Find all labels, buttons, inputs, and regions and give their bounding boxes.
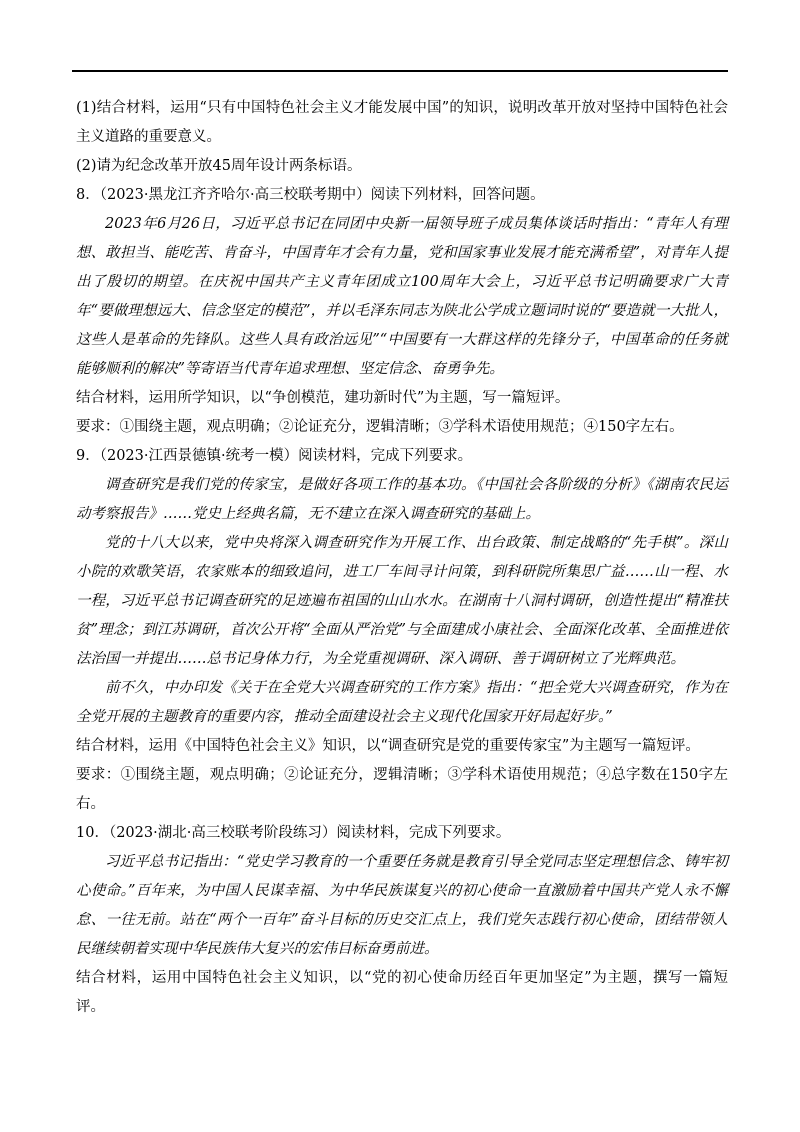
question-9-material-1: 调查研究是我们党的传家宝，是做好各项工作的基本功。《中国社会各阶级的分析》《湖南农民运动考察报告》……党史上经典名篇，无不建立在深入调查研究的基础上。: [76, 477, 728, 522]
document-body: [76, 94, 728, 1022]
header-rule: [72, 70, 728, 72]
question-9-material-3: 前不久，中办印发《关于在全党大兴调查研究的工作方案》指出：“把全党大兴调查研究，作为在全党开展的主题教育的重要内容，推动全面建设社会主义现代化国家开好局起好步。”: [76, 680, 728, 725]
question-8-requirements: 要求：①围绕主题，观点明确；②论证充分，逻辑清晰；③学科术语使用规范；④150字左右。: [76, 419, 684, 435]
question-9-task: 结合材料，运用《中国特色社会主义》知识，以“调查研究是党的重要传家宝”为主题写一篇短评。: [76, 738, 700, 754]
question-10-task: 结合材料，运用中国特色社会主义知识，以“党的初心使命历经百年更加坚定”为主题，撰写一篇短评。: [76, 970, 728, 1015]
question-8-heading: 8．（2023·黑龙江齐齐哈尔·高三校联考期中）阅读下列材料，回答问题。: [76, 187, 545, 203]
question-9-heading: 9．（2023·江西景德镇·统考一模）阅读材料，完成下列要求。: [76, 448, 473, 464]
question-10-heading: 10．（2023·湖北·高三校联考阶段练习）阅读材料，完成下列要求。: [76, 825, 511, 841]
question-7-part-1: (1)结合材料，运用“只有中国特色社会主义才能发展中国”的知识，说明改革开放对坚持中国特色社会主义道路的重要意义。: [76, 100, 728, 145]
question-9-requirements: 要求：①围绕主题，观点明确；②论证充分，逻辑清晰；③学科术语使用规范；④总字数在150字左右。: [76, 767, 728, 812]
question-7-part-2: (2)请为纪念改革开放45周年设计两条标语。: [76, 158, 362, 174]
question-8-material: 2023年6月26日，习近平总书记在同团中央新一届领导班子成员集体谈话时指出：“青年人有理想、敢担当、能吃苦、肯奋斗，中国青年才会有力量，党和国家事业发展才能充满希望”，对青年人提出了殷切的期望。在庆祝中国共产主义青年团成立100周年大会上，习近平总书记明确要求广大青年“要做理想远大、信念坚定的模范”，并以毛泽东同志为陕北公学成立题词时说的“要造就一大批人，这些人是革命的先锋队。这些人具有政治远见”“中国要有一大群这样的先锋分子，中国革命的任务就能够顺利的解决”等寄语当代青年追求理想、坚定信念、奋勇争先。: [76, 216, 728, 377]
question-8-task: 结合材料，运用所学知识，以“争创模范，建功新时代”为主题，写一篇短评。: [76, 390, 570, 406]
question-9-material-2: 党的十八大以来，党中央将深入调查研究作为开展工作、出台政策、制定战略的“先手棋”。深山小院的欢歌笑语，农家账本的细致追问，进工厂车间寻计问策，到科研院所集思广益……山一程、水一程，习近平总书记调查研究的足迹遍布祖国的山山水水。在湖南十八洞村调研，创造性提出“精准扶贫”理念；到江苏调研，首次公开将“全面从严治党”与全面建成小康社会、全面深化改革、全面推进依法治国一并提出……总书记身体力行，为全党重视调研、深入调研、善于调研树立了光辉典范。: [76, 535, 728, 667]
question-10-material: 习近平总书记指出：“党史学习教育的一个重要任务就是教育引导全党同志坚定理想信念、铸牢初心使命。”百年来，为中国人民谋幸福、为中华民族谋复兴的初心使命一直激励着中国共产党人永不懈怠、一往无前。站在“两个一百年”奋斗目标的历史交汇点上，我们党矢志践行初心使命，团结带领人民继续朝着实现中华民族伟大复兴的宏伟目标奋勇前进。: [76, 854, 728, 957]
